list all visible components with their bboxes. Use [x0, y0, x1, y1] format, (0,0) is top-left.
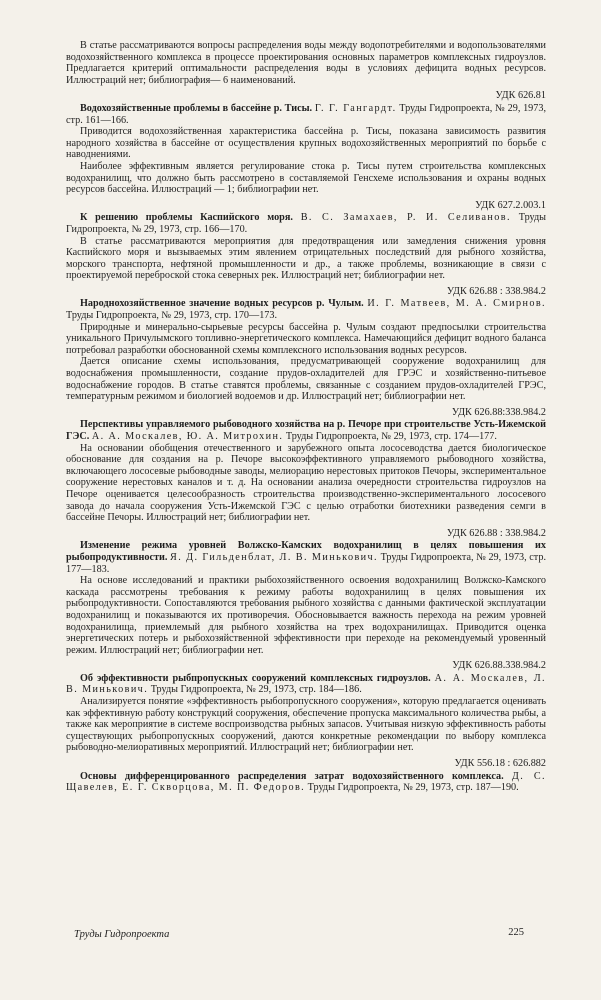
reference-line	[66, 103, 546, 126]
abstract-paragraph: На основании обобщения отечественного и зарубежного опыта лососеводства дается биологическое обоснование для создания на р. Печоре высокоэффективного управляемого рыбоводного хозяйства, включающего лососевые рыбоводные заводы, мелиорацию нерестовых притоков Печоры, экспериментальное сооружение нерестовых каналов и т. д. На основании анализа очередности строительства гидроузлов на Печоре оценивается целесообразность строительства производственно-экспериментального лососевого завода до начала сооружения Усть-Ижемской ГЭС с целью отработки биотехники разведения семги в бассейне Печоры. Иллюстраций нет; библиографии нет.	[66, 442, 546, 524]
reference-line	[66, 212, 546, 235]
abstract-entry	[66, 758, 546, 794]
abstract-entry	[66, 660, 546, 754]
udk-code: УДК 556.18 : 626.882	[454, 758, 546, 770]
abstract-paragraph: В статье рассматриваются мероприятия для предотвращения или замедления снижения уровня Каспийского моря и вызываемых этим явлением отрицательных последствий для рыбного хозяйства, морского транспорта, нефтяной промышленности и др., а также проблемы, возникающие в связи с проектируемой переброской стока северных рек. Иллюстраций нет; библиографии нет.	[66, 235, 546, 282]
udk-code: УДК 626.81	[495, 90, 546, 102]
article-authors: А. А. Москалев, Ю. А. Митрохин.	[91, 431, 284, 442]
reference-line	[66, 419, 546, 442]
abstract-paragraph: На основе исследований и практики рыбохозяйственного освоения водохранилищ Волжско-Камского каскада рассмотрены требования к режиму работы водохранилищ в целях повышения их рыбопродуктивности. Сопоставляются требования рыбного хозяйства с данными фактической эксплуатации водохранилищ и показываются их противоречия. Обосновывается важность перехода на режим уровней водохранилища, приемлемый для рыбного хозяйства на трех водохранилищах. Приводится оценка энергетических потерь и рыбохозяйственной эффективности при переходе на рекомендуемый уровенный режим. Иллюстраций нет; библиографии нет.	[66, 575, 546, 656]
reference-line	[66, 771, 546, 794]
udk-code: УДК 626.88 : 338.984.2	[446, 285, 546, 297]
abstract-paragraph: В статье рассматриваются вопросы распределения воды между водопотребителями и водопользователями водохозяйственного комплекса в процессе проектирования основных параметров комплексных гидроузлов. Предлагается критерий оптимальности распределения воды в условиях дефицита водных ресурсов. Иллюстраций нет; библиография— 6 наименований.	[66, 40, 546, 86]
article-source: Труды Гидропроекта, № 29, 1973, стр. 161—166.	[66, 102, 547, 126]
abstract-paragraph: Анализируется понятие «эффективность рыбопропускного сооружения», которую предлагается оценивать как эффективную работу конструкций сооружения, обеспечение пропуска максимального количества рыбы, а также как мероприятие в системе воспроизводства рыбных запасов. Учитывая низкую эффективность работы существующих рыбопропускных сооружений, даются конкретные рекомендации по выбору комплекса рыбоводно-мелиоративных мероприятий. Иллюстраций нет; библиографии нет.	[66, 696, 546, 754]
reference-line	[66, 540, 546, 575]
article-authors: А. А. Москалев, Л. В. Минькович.	[66, 672, 546, 696]
article-title: Водохозяйственные проблемы в бассейне р. Тисы.	[80, 102, 313, 114]
reference-line	[66, 298, 546, 321]
abstract-entry	[66, 528, 546, 657]
abstract-paragraph: Дается описание схемы использования, предусматривающей сооружение водохранилищ для водоснабжения промышленности, создание прудов-охладителей для ГРЭС и хозяйственно-питьевое водоснабжение городов. В статье ставятся проблемы, связанные с созданием прудов-охладителей ГРЭС, температурным режимом и биологией водоемов и др. Иллюстраций нет; библиографии нет.	[66, 356, 546, 403]
article-title: Об эффективности рыбпропускных сооружений комплексных гидроузлов.	[80, 672, 431, 684]
article-title: Перспективы управляемого рыбоводного хозяйства на р. Печоре при строительстве Усть-Ижемской ГЭС.	[66, 419, 546, 442]
abstract-paragraph: Природные и минерально-сырьевые ресурсы бассейна р. Чулым создают предпосылки строительства уникального Причулымского топливно-энергетического комплекса. Намечающийся дефицит водного баланса потребовал разработки обоснованной схемы комплексного использования водных ресурсов.	[66, 321, 546, 356]
abstract-paragraph: Наиболее эффективным является регулирование стока р. Тисы путем строительства комплексных водохранилищ, что должно быть рассмотрено в составляемой Генсхеме использования и охраны водных ресурсов бассейна. Иллюстраций — 1; библиографии нет.	[66, 160, 546, 196]
article-source: Труды Гидропроекта, № 29, 1973, стр. 170—173.	[66, 310, 278, 322]
udk-code: УДК 626.88:338.984.2	[451, 406, 546, 418]
article-title: К решению проблемы Каспийского моря.	[80, 212, 293, 224]
article-source: Труды Гидропроекта, № 29, 1973, стр. 184—186.	[150, 684, 362, 696]
udk-code: УДК 626.88.338.984.2	[452, 660, 546, 672]
article-source: Труды Гидропроекта, № 29, 1973, стр. 177—183.	[66, 551, 547, 575]
article-title: Основы дифференцированного распределения затрат водохозяйственного комплекса.	[80, 770, 504, 782]
reference-line	[66, 673, 546, 696]
abstract-entry	[66, 200, 546, 282]
udk-code: УДК 627.2.003.1	[475, 199, 546, 211]
article-source: Труды Гидропроекта, № 29, 1973, стр. 174—177.	[285, 431, 497, 442]
running-title: Труды Гидропроекта	[74, 929, 170, 940]
article-authors: Г. Г. Гангардт.	[314, 102, 397, 114]
page-text	[66, 40, 546, 794]
article-title: Народнохозяйственное значение водных ресурсов р. Чулым.	[80, 298, 364, 310]
abstract-entry	[66, 286, 546, 403]
abstract-entry	[66, 407, 546, 524]
udk-code: УДК 626.88 : 338.984.2	[446, 527, 546, 539]
abstract-entry	[66, 90, 546, 195]
article-authors: Д. С. Щавелев, Е. Г. Скворцова, М. П. Федоров.	[66, 770, 546, 794]
page-number: 225	[508, 927, 524, 938]
abstract-entry	[66, 40, 546, 86]
article-authors: И. Г. Матвеев, М. А. Смирнов.	[367, 298, 546, 310]
abstract-paragraph: Приводится водохозяйственная характеристика бассейна р. Тисы, показана зависимость развития народного хозяйства в бассейне от осуществления крупных водохозяйственных мероприятий по борьбе с наводнениями.	[66, 126, 546, 161]
article-source: Труды Гидропроекта, № 29, 1973, стр. 166—170.	[66, 212, 547, 235]
article-source: Труды Гидропроекта, № 29, 1973, стр. 187—190.	[307, 782, 519, 794]
article-title: Изменение режима уровней Волжско-Камских водохранилищ в целях повышения их рыбопродуктивности.	[66, 540, 546, 563]
article-authors: В. С. Замахаев, Р. И. Селиванов.	[300, 212, 511, 224]
article-authors: Я. Д. Гильденблат, Л. В. Минькович.	[170, 551, 378, 563]
